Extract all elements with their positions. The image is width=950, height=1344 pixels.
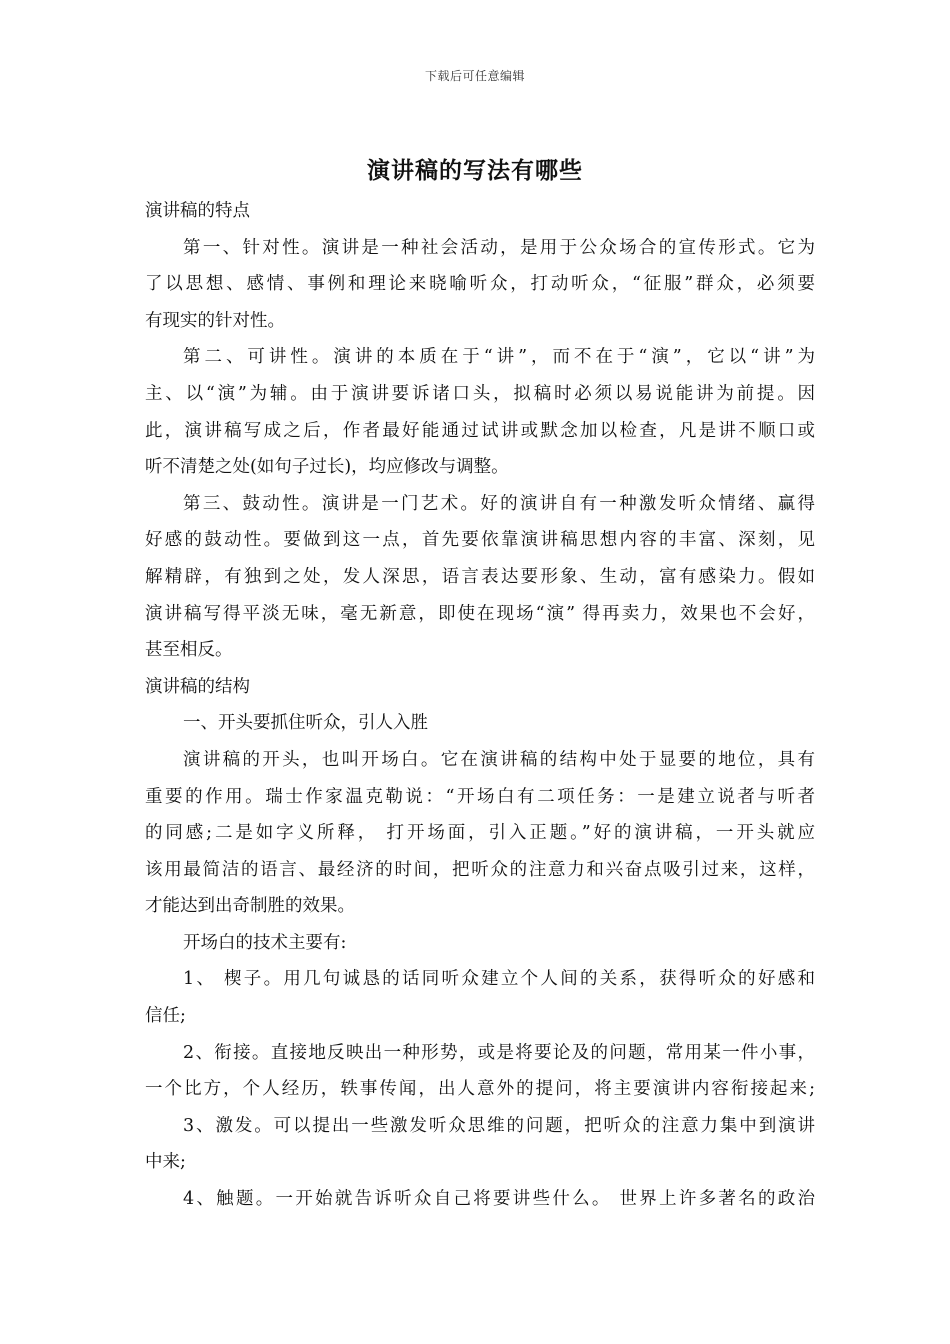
text-line: 甚至相反。 xyxy=(145,640,233,661)
text-line: 2、衔接。直接地反映出一种形势，或是将要论及的问题，常用某一件小事， xyxy=(183,1042,815,1063)
text-line: 听不清楚之处(如句子过长)，均应修改与调整。 xyxy=(145,457,509,478)
text-line: 第三、鼓动性。演讲是一门艺术。好的演讲自有一种激发听众情绪、赢得 xyxy=(183,493,815,514)
text-line: 3、激发。可以提出一些激发听众思维的问题，把听众的注意力集中到演讲 xyxy=(183,1115,815,1136)
text-line: 好感的鼓动性。要做到这一点，首先要依靠演讲稿思想内容的丰富、深刻，见 xyxy=(145,530,815,551)
header-note: 下载后可任意编辑 xyxy=(424,69,525,83)
text-line: 一个比方，个人经历，轶事传闻，出人意外的提问，将主要演讲内容衔接起来; xyxy=(145,1079,815,1100)
text-line: 一、开头要抓住听众，引人入胜 xyxy=(183,713,428,734)
text-line: 该用最简洁的语言、最经济的时间，把听众的注意力和兴奋点吸引过来，这样， xyxy=(145,859,815,880)
text-line: 中来; xyxy=(145,1152,186,1173)
text-line: 了以思想、感情、事例和理论来晓喻听众，打动听众，“征服”群众，必须要 xyxy=(145,274,815,295)
text-line: 重要的作用。瑞士作家温克勒说：“开场白有二项任务：一是建立说者与听者 xyxy=(145,786,815,807)
text-line: 演讲稿的特点 xyxy=(145,201,250,221)
text-line: 主、以“演”为辅。由于演讲要诉诸口头，拟稿时必须以易说能讲为前提。因 xyxy=(145,383,815,404)
text-line: 信任; xyxy=(145,1006,186,1027)
text-line: 才能达到出奇制胜的效果。 xyxy=(145,896,355,917)
text-line: 1、 楔子。用几句诚恳的话同听众建立个人间的关系，获得听众的好感和 xyxy=(183,969,815,990)
text-line: 开场白的技术主要有: xyxy=(183,932,347,953)
text-line: 演讲稿的结构 xyxy=(145,676,250,697)
text-line: 演讲稿写得平淡无味，毫无新意，即使在现场“演” 得再卖力，效果也不会好， xyxy=(145,603,815,624)
text-line: 有现实的针对性。 xyxy=(145,310,285,331)
text-line: 的同感;二是如字义所释， 打开场面，引入正题。”好的演讲稿，一开头就应 xyxy=(145,823,815,844)
document-body xyxy=(145,198,815,1223)
page-title: 演讲稿的写法有哪些 xyxy=(367,157,583,184)
text-line: 此，演讲稿写成之后，作者最好能通过试讲或默念加以检查，凡是讲不顺口或 xyxy=(145,420,815,441)
text-line: 4、触题。一开始就告诉听众自己将要讲些什么。 世界上许多著名的政治 xyxy=(183,1189,815,1210)
text-line: 解精辟，有独到之处，发人深思，语言表达要形象、生动，富有感染力。假如 xyxy=(145,566,815,587)
text-line: 演讲稿的开头，也叫开场白。它在演讲稿的结构中处于显要的地位，具有 xyxy=(183,749,815,770)
text-line: 第二、可讲性。演讲的本质在于“讲”，而不在于“演”，它以“讲”为 xyxy=(183,347,815,368)
text-line: 第一、针对性。演讲是一种社会活动，是用于公众场合的宣传形式。它为 xyxy=(183,237,815,258)
